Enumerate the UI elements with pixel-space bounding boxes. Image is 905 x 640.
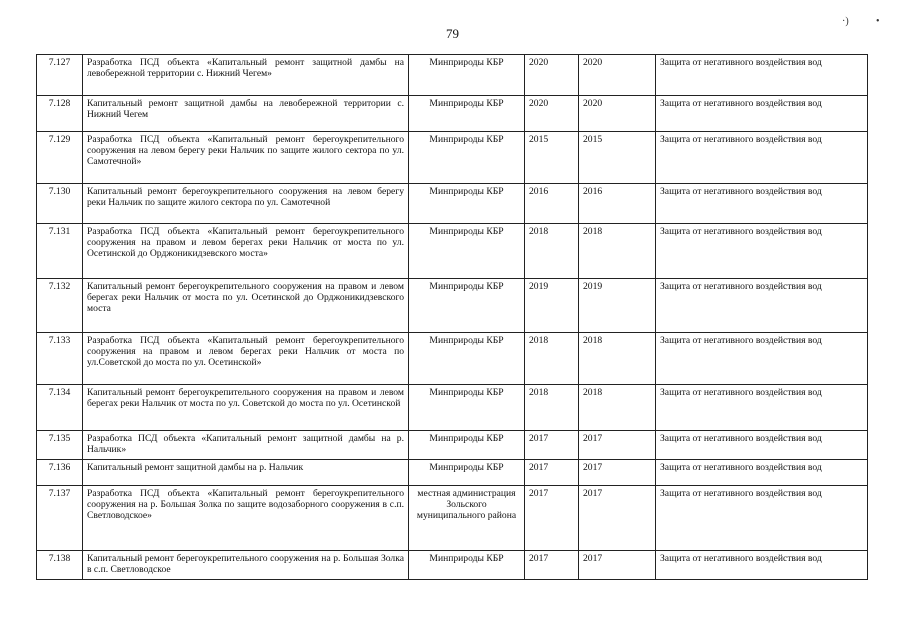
item-number: 7.138 — [37, 551, 83, 580]
item-goal: Защита от негативного воздействия вод — [656, 96, 868, 132]
item-start-year: 2020 — [525, 55, 579, 96]
table-row — [37, 184, 868, 224]
item-title: Разработка ПСД объекта «Капитальный ремонт защитной дамбы на левобережной территории с. Нижний Чегем» — [83, 55, 409, 96]
item-number: 7.132 — [37, 279, 83, 333]
item-organization: Минприроды КБР — [409, 132, 525, 184]
item-start-year: 2018 — [525, 385, 579, 431]
item-goal: Защита от негативного воздействия вод — [656, 486, 868, 551]
item-end-year: 2019 — [579, 279, 656, 333]
item-end-year: 2018 — [579, 333, 656, 385]
item-end-year: 2020 — [579, 96, 656, 132]
item-goal: Защита от негативного воздействия вод — [656, 431, 868, 460]
item-goal: Защита от негативного воздействия вод — [656, 279, 868, 333]
table-row — [37, 224, 868, 279]
item-goal: Защита от негативного воздействия вод — [656, 55, 868, 96]
item-start-year: 2017 — [525, 460, 579, 486]
item-start-year: 2017 — [525, 551, 579, 580]
item-organization: Минприроды КБР — [409, 333, 525, 385]
table-row — [37, 431, 868, 460]
item-number: 7.135 — [37, 431, 83, 460]
item-organization: Минприроды КБР — [409, 551, 525, 580]
item-start-year: 2018 — [525, 224, 579, 279]
registry-table — [36, 54, 868, 580]
item-goal: Защита от негативного воздействия вод — [656, 460, 868, 486]
table-row — [37, 279, 868, 333]
table-row — [37, 460, 868, 486]
item-title: Разработка ПСД объекта «Капитальный ремонт защитной дамбы на р. Нальчик» — [83, 431, 409, 460]
item-start-year: 2019 — [525, 279, 579, 333]
scan-mark: • — [876, 16, 880, 27]
item-start-year: 2017 — [525, 486, 579, 551]
item-goal: Защита от негативного воздействия вод — [656, 385, 868, 431]
item-start-year: 2018 — [525, 333, 579, 385]
item-end-year: 2018 — [579, 385, 656, 431]
item-end-year: 2017 — [579, 551, 656, 580]
scan-mark: ·) — [842, 16, 849, 27]
item-title: Капитальный ремонт защитной дамбы на р. Нальчик — [83, 460, 409, 486]
item-organization: Минприроды КБР — [409, 279, 525, 333]
item-organization: Минприроды КБР — [409, 460, 525, 486]
item-start-year: 2016 — [525, 184, 579, 224]
item-organization: местная администрация Зольского муниципального района — [409, 486, 525, 551]
table-row — [37, 551, 868, 580]
item-organization: Минприроды КБР — [409, 224, 525, 279]
item-goal: Защита от негативного воздействия вод — [656, 333, 868, 385]
item-organization: Минприроды КБР — [409, 385, 525, 431]
item-title: Разработка ПСД объекта «Капитальный ремонт берегоукрепительного сооружения на правом и левом берегах реки Нальчик от моста по ул. Осетинской до Орджоникидзевского моста» — [83, 224, 409, 279]
item-title: Капитальный ремонт защитной дамбы на левобережной территории с. Нижний Чегем — [83, 96, 409, 132]
table-row — [37, 55, 868, 96]
item-number: 7.137 — [37, 486, 83, 551]
item-title: Капитальный ремонт берегоукрепительного сооружения на левом берегу реки Нальчик по защите жилого сектора по ул. Самотечной — [83, 184, 409, 224]
item-number: 7.133 — [37, 333, 83, 385]
table-row — [37, 385, 868, 431]
item-end-year: 2017 — [579, 486, 656, 551]
item-organization: Минприроды КБР — [409, 431, 525, 460]
item-number: 7.136 — [37, 460, 83, 486]
item-title: Разработка ПСД объекта «Капитальный ремонт берегоукрепительного сооружения на правом и левом берегах реки Нальчик от моста по ул.Советской до моста по ул. Осетинской» — [83, 333, 409, 385]
item-title: Разработка ПСД объекта «Капитальный ремонт берегоукрепительного сооружения на р. Большая Золка по защите водозаборного сооружения в с.п. Светловодское» — [83, 486, 409, 551]
item-number: 7.134 — [37, 385, 83, 431]
item-start-year: 2020 — [525, 96, 579, 132]
page-number: 79 — [446, 26, 459, 41]
item-organization: Минприроды КБР — [409, 184, 525, 224]
item-end-year: 2015 — [579, 132, 656, 184]
item-number: 7.131 — [37, 224, 83, 279]
table-row — [37, 132, 868, 184]
item-end-year: 2017 — [579, 460, 656, 486]
item-end-year: 2016 — [579, 184, 656, 224]
item-number: 7.130 — [37, 184, 83, 224]
item-title: Капитальный ремонт берегоукрепительного сооружения на правом и левом берегах реки Нальчик от моста по ул. Осетинской до Орджоникидзевского моста — [83, 279, 409, 333]
item-title: Капитальный ремонт берегоукрепительного сооружения на р. Большая Золка в с.п. Светловодское — [83, 551, 409, 580]
item-start-year: 2017 — [525, 431, 579, 460]
item-number: 7.128 — [37, 96, 83, 132]
table-row — [37, 333, 868, 385]
item-organization: Минприроды КБР — [409, 55, 525, 96]
item-end-year: 2020 — [579, 55, 656, 96]
item-end-year: 2017 — [579, 431, 656, 460]
item-goal: Защита от негативного воздействия вод — [656, 224, 868, 279]
item-organization: Минприроды КБР — [409, 96, 525, 132]
table-row — [37, 96, 868, 132]
item-number: 7.127 — [37, 55, 83, 96]
item-title: Капитальный ремонт берегоукрепительного сооружения на правом и левом берегах реки Нальчик от моста по ул. Советской до моста по ул. Осетинской — [83, 385, 409, 431]
item-goal: Защита от негативного воздействия вод — [656, 184, 868, 224]
item-end-year: 2018 — [579, 224, 656, 279]
item-start-year: 2015 — [525, 132, 579, 184]
table-row — [37, 486, 868, 551]
item-title: Разработка ПСД объекта «Капитальный ремонт берегоукрепительного сооружения на левом берегу реки Нальчик по защите жилого сектора по ул. Самотечной» — [83, 132, 409, 184]
item-goal: Защита от негативного воздействия вод — [656, 551, 868, 580]
item-number: 7.129 — [37, 132, 83, 184]
item-goal: Защита от негативного воздействия вод — [656, 132, 868, 184]
